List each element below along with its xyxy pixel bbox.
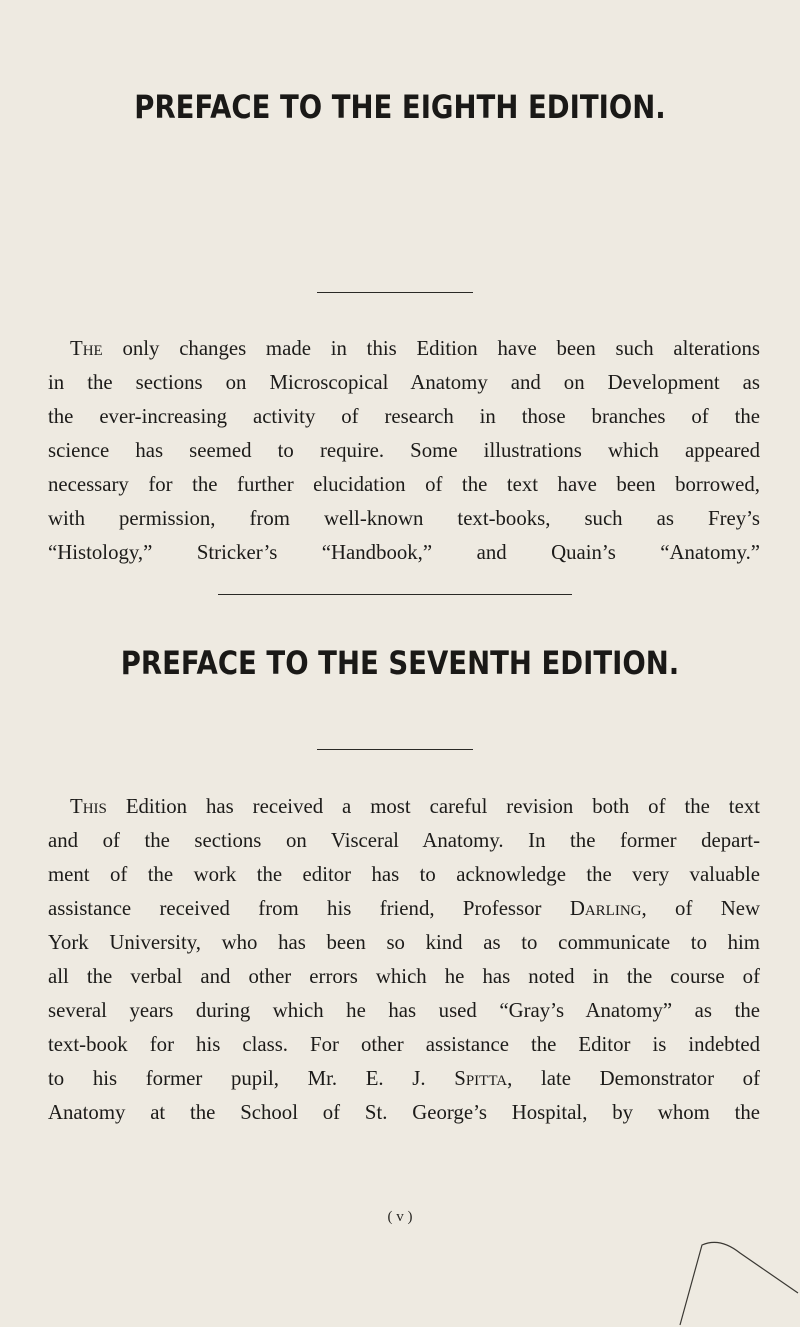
divider-rule [218,594,572,595]
page-fold-mark [640,1225,800,1327]
paragraph-line: The only changes made in this Edition have been such alterations [70,337,760,360]
paragraph-line: all the verbal and other errors which he has noted in the course of [48,965,760,988]
eighth-edition-heading: PREFACE TO THE EIGHTH EDITION. [134,88,666,126]
page-number: ( v ) [387,1209,413,1225]
name-darling: Darling [569,897,642,920]
paragraph-line: science has seemed to require. Some illustrations which appeared [48,439,760,462]
paragraph-line: to his former pupil, Mr. E. J. Spitta, late Demonstrator of [48,1067,760,1090]
drop-word: This [70,795,107,818]
paragraph-line: This Edition has received a most careful revision both of the text [70,795,760,818]
drop-word: The [70,337,103,360]
seventh-edition-heading: PREFACE TO THE SEVENTH EDITION. [120,644,680,682]
paragraph-line: text-book for his class. For other assistance the Editor is indebted [48,1033,760,1056]
paragraph-line: necessary for the further elucidation of the text have been borrowed, [48,473,760,496]
seventh-edition-paragraph [48,790,760,1130]
paragraph-line: assistance received from his friend, Professor Darling, of New [48,897,760,920]
name-spitta: Spitta [454,1067,508,1090]
paragraph-line: with permission, from well-known text-books, such as Frey’s [48,507,760,530]
paragraph-line: and of the sections on Visceral Anatomy. In the former depart- [48,829,760,852]
paragraph-line: Anatomy at the School of St. George’s Hospital, by whom the [48,1101,760,1124]
section-rule [317,292,473,293]
section-rule [317,749,473,750]
paragraph-line: ment of the work the editor has to acknowledge the very valuable [48,863,760,886]
paragraph-line: “Histology,” Stricker’s “Handbook,” and Quain’s “Anatomy.” [48,541,760,564]
paragraph-line: several years during which he has used “Gray’s Anatomy” as the [48,999,760,1022]
eighth-edition-paragraph [48,332,760,570]
paragraph-line: York University, who has been so kind as to communicate to him [48,931,760,954]
paragraph-line: the ever-increasing activity of research in those branches of the [48,405,760,428]
paragraph-line: in the sections on Microscopical Anatomy and on Development as [48,371,760,394]
